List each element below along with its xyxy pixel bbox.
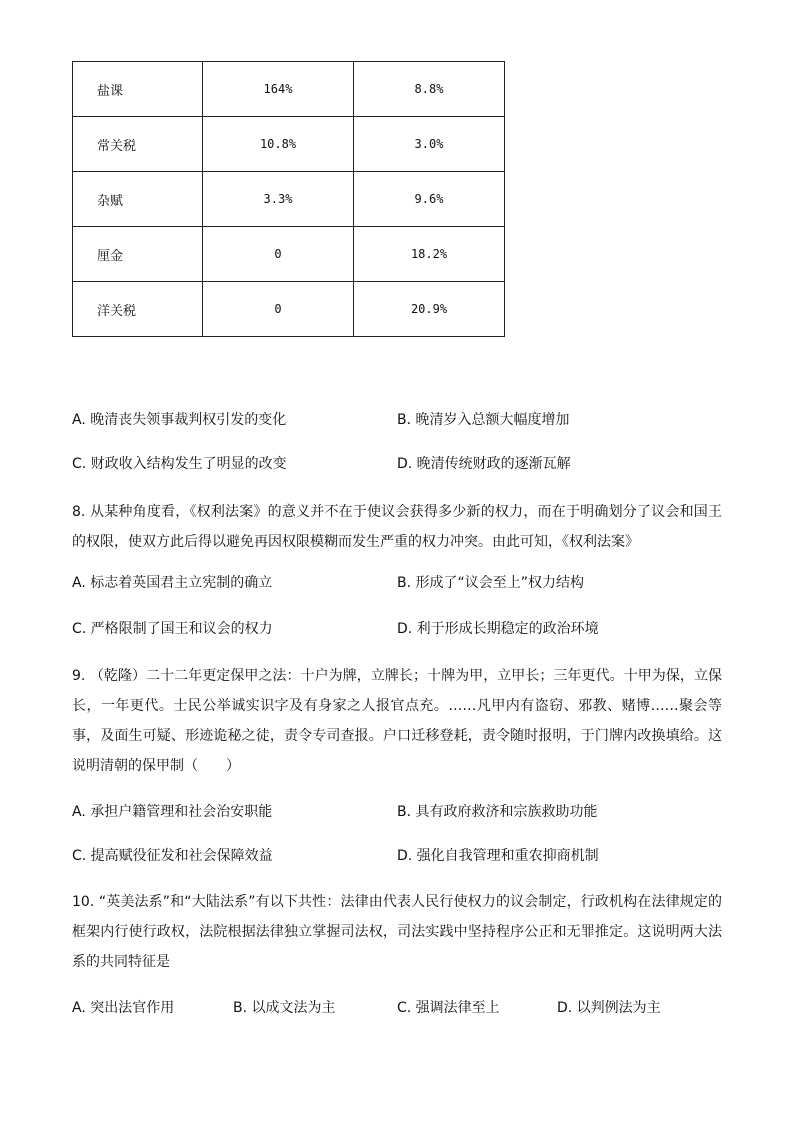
q8-option-a: A. 标志着英国君主立宪制的确立	[72, 575, 273, 591]
row-value-2: 9.6%	[354, 172, 505, 227]
row-name: 厘金	[73, 227, 203, 282]
q10-stem: 10. “英美法系”和“大陆法系”有以下共性：法律由代表人民行使权力的议会制定，行政机构在法律规定的框架内行使行政权，法院根据法律独立掌握司法权，司法实践中坚持程序公正和无罪推定。这说明两大法系的共同特征是	[72, 894, 722, 970]
row-value-1: 164%	[203, 62, 354, 117]
row-value-1: 3.3%	[203, 172, 354, 227]
table-row	[73, 117, 505, 172]
tax-table	[72, 61, 505, 337]
row-value-2: 8.8%	[354, 62, 505, 117]
row-name: 盐课	[73, 62, 203, 117]
row-value-1: 0	[203, 282, 354, 337]
row-value-2: 20.9%	[354, 282, 505, 337]
q10-option-d: D. 以判例法为主	[557, 1000, 661, 1016]
q9-stem: 9. （乾隆）二十二年更定保甲之法：十户为牌，立牌长；十牌为甲，立甲长；三年更代。十甲为保，立保长，一年更代。士民公举诚实识字及有身家之人报官点充。……凡甲内有盗窃、邪教、赌博……聚会等事，及面生可疑、形迹诡秘之徒，责令专司查报。户口迁移登耗，责令随时报明，于门牌内改换填给。这说明清朝的保甲制（ ）	[72, 668, 722, 774]
row-value-2: 3.0%	[354, 117, 505, 172]
q7-option-a: A. 晚清丧失领事裁判权引发的变化	[72, 412, 287, 428]
q7-option-d: D. 晚清传统财政的逐渐瓦解	[397, 456, 571, 472]
row-name: 杂赋	[73, 172, 203, 227]
table-row	[73, 227, 505, 282]
q8-option-b: B. 形成了“议会至上”权力结构	[397, 575, 585, 591]
row-name: 常关税	[73, 117, 203, 172]
table-row	[73, 282, 505, 337]
q9-option-b: B. 具有政府救济和宗族救助功能	[397, 804, 598, 820]
q9-option-d: D. 强化自我管理和重农抑商机制	[397, 848, 599, 864]
q10-option-b: B. 以成文法为主	[233, 1000, 336, 1016]
row-value-1: 0	[203, 227, 354, 282]
q9-option-a: A. 承担户籍管理和社会治安职能	[72, 804, 273, 820]
q10-option-c: C. 强调法律至上	[397, 1000, 500, 1016]
q7-option-b: B. 晚清岁入总额大幅度增加	[397, 412, 570, 428]
q9-option-c: C. 提高赋役征发和社会保障效益	[72, 848, 273, 864]
q8-option-d: D. 利于形成长期稳定的政治环境	[397, 621, 599, 637]
q10-option-a: A. 突出法官作用	[72, 1000, 175, 1016]
row-name: 洋关税	[73, 282, 203, 337]
q7-option-c: C. 财政收入结构发生了明显的改变	[72, 456, 287, 472]
row-value-2: 18.2%	[354, 227, 505, 282]
table-row	[73, 172, 505, 227]
q8-stem: 8. 从某种角度看，《权利法案》的意义并不在于使议会获得多少新的权力，而在于明确划分了议会和国王的权限，使双方此后得以避免再因权限模糊而发生严重的权力冲突。由此可知，《权利法案》	[72, 504, 722, 550]
table-row	[73, 62, 505, 117]
row-value-1: 10.8%	[203, 117, 354, 172]
q8-option-c: C. 严格限制了国王和议会的权力	[72, 621, 273, 637]
